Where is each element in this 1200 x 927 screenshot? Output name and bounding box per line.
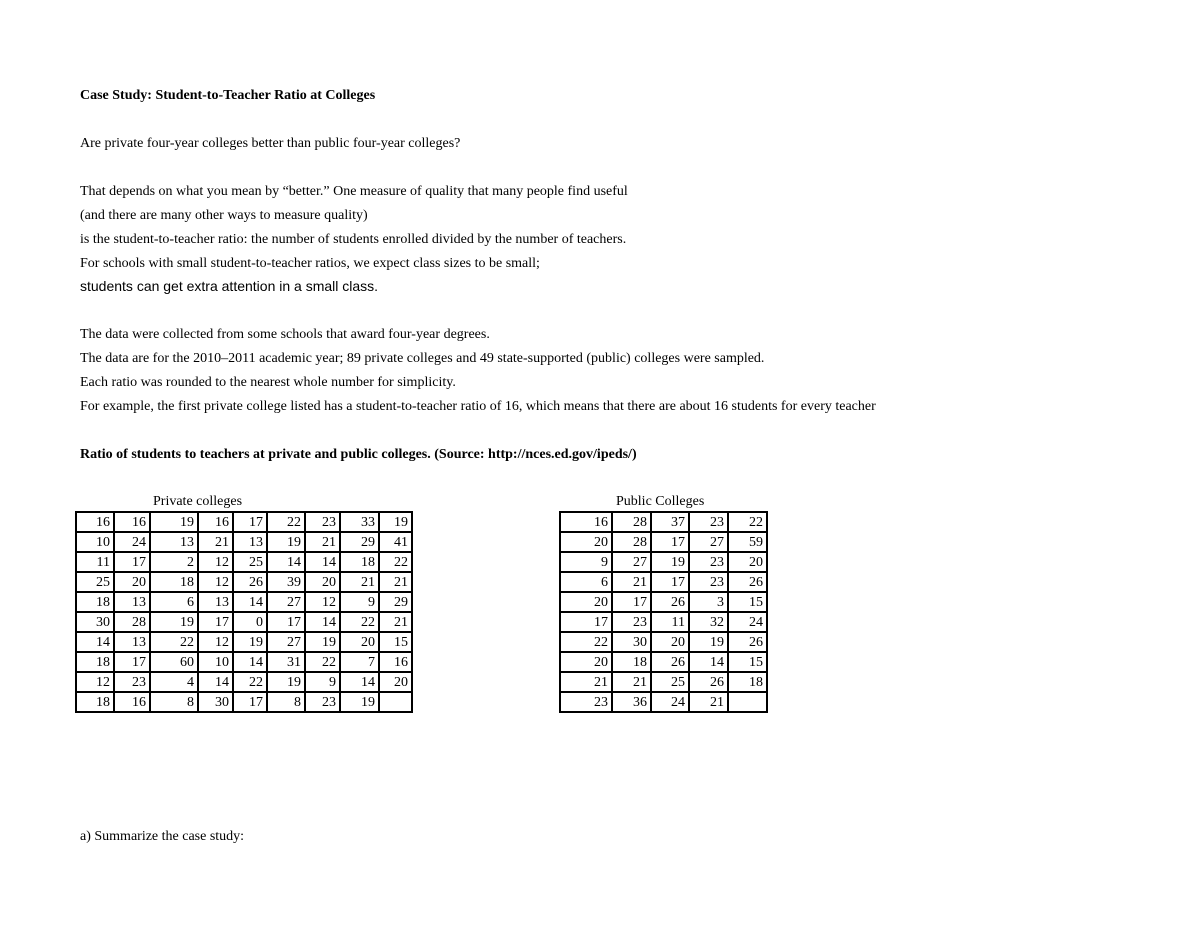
table-cell: 22 <box>379 552 412 572</box>
table-cell: 18 <box>612 652 651 672</box>
table-cell: 16 <box>76 512 114 532</box>
table-cell: 60 <box>150 652 198 672</box>
table-cell: 18 <box>76 692 114 712</box>
table-row <box>76 632 412 652</box>
data-line: The data are for the 2010–2011 academic year; 89 private colleges and 49 state-supported (public) colleges were sampled. <box>80 351 765 366</box>
table-cell: 24 <box>728 612 767 632</box>
table-cell: 28 <box>612 512 651 532</box>
table-cell <box>379 692 412 712</box>
table-cell: 21 <box>198 532 233 552</box>
table-cell: 20 <box>340 632 379 652</box>
table-row <box>76 672 412 692</box>
table-row <box>76 532 412 552</box>
table-cell: 31 <box>267 652 305 672</box>
intro-line: That depends on what you mean by “better.” One measure of quality that many people find useful <box>80 184 628 199</box>
table-row <box>76 592 412 612</box>
table-cell: 12 <box>198 632 233 652</box>
table-cell: 22 <box>560 632 612 652</box>
table-row <box>560 692 767 712</box>
table-cell: 23 <box>689 512 728 532</box>
table-cell: 17 <box>114 652 150 672</box>
table-cell: 12 <box>198 552 233 572</box>
table-cell: 17 <box>233 512 267 532</box>
table-cell: 18 <box>76 592 114 612</box>
intro-line: (and there are many other ways to measure quality) <box>80 208 368 223</box>
table-cell: 15 <box>728 592 767 612</box>
table-row <box>560 552 767 572</box>
table-cell: 19 <box>379 512 412 532</box>
table-cell: 24 <box>114 532 150 552</box>
table-cell: 26 <box>651 592 689 612</box>
table-cell: 32 <box>689 612 728 632</box>
table-cell: 18 <box>340 552 379 572</box>
table-cell: 25 <box>76 572 114 592</box>
table-cell: 3 <box>689 592 728 612</box>
table-cell: 8 <box>267 692 305 712</box>
table-cell: 29 <box>379 592 412 612</box>
public-colleges-table <box>559 511 768 713</box>
table-cell: 9 <box>305 672 340 692</box>
table-cell: 22 <box>267 512 305 532</box>
intro-line: students can get extra attention in a small class. <box>80 278 379 294</box>
table-cell: 23 <box>114 672 150 692</box>
table-cell: 15 <box>728 652 767 672</box>
table-cell: 18 <box>76 652 114 672</box>
table-cell: 14 <box>340 672 379 692</box>
table-cell: 13 <box>150 532 198 552</box>
table-cell: 41 <box>379 532 412 552</box>
table-row <box>76 572 412 592</box>
intro-line: is the student-to-teacher ratio: the number of students enrolled divided by the number of teachers. <box>80 232 627 247</box>
table-cell: 19 <box>689 632 728 652</box>
table-cell: 20 <box>379 672 412 692</box>
table-row <box>560 672 767 692</box>
table-cell: 13 <box>233 532 267 552</box>
table-cell: 21 <box>305 532 340 552</box>
table-cell: 13 <box>114 592 150 612</box>
table-row <box>560 572 767 592</box>
table-cell: 27 <box>267 592 305 612</box>
table-cell: 17 <box>560 612 612 632</box>
table-cell: 20 <box>651 632 689 652</box>
table-cell: 0 <box>233 612 267 632</box>
table-cell: 14 <box>198 672 233 692</box>
table-cell: 26 <box>728 572 767 592</box>
table-cell: 30 <box>612 632 651 652</box>
table-cell: 39 <box>267 572 305 592</box>
table-cell: 36 <box>612 692 651 712</box>
table-cell: 20 <box>728 552 767 572</box>
private-colleges-table <box>75 511 413 713</box>
table-cell: 26 <box>651 652 689 672</box>
table-cell: 23 <box>305 692 340 712</box>
table-cell: 29 <box>340 532 379 552</box>
table-cell: 14 <box>305 552 340 572</box>
table-cell: 17 <box>612 592 651 612</box>
table-cell: 21 <box>340 572 379 592</box>
table-cell: 19 <box>340 692 379 712</box>
table-cell: 11 <box>651 612 689 632</box>
private-table-caption: Private colleges <box>153 494 243 509</box>
table-cell: 14 <box>305 612 340 632</box>
table-cell: 24 <box>651 692 689 712</box>
table-cell: 21 <box>379 612 412 632</box>
table-cell: 12 <box>305 592 340 612</box>
table-cell: 21 <box>612 572 651 592</box>
table-cell: 18 <box>728 672 767 692</box>
table-cell: 23 <box>689 572 728 592</box>
table-row <box>560 512 767 532</box>
table-cell: 17 <box>198 612 233 632</box>
table-cell: 12 <box>198 572 233 592</box>
question-text: Are private four-year colleges better than public four-year colleges? <box>80 136 461 151</box>
table-cell <box>728 692 767 712</box>
table-cell: 27 <box>612 552 651 572</box>
table-row <box>76 692 412 712</box>
table-row <box>560 612 767 632</box>
table-cell: 17 <box>651 532 689 552</box>
table-cell: 23 <box>560 692 612 712</box>
table-cell: 9 <box>560 552 612 572</box>
table-cell: 6 <box>560 572 612 592</box>
table-cell: 17 <box>233 692 267 712</box>
table-cell: 28 <box>612 532 651 552</box>
table-cell: 6 <box>150 592 198 612</box>
table-cell: 16 <box>560 512 612 532</box>
table-row <box>76 552 412 572</box>
table-cell: 27 <box>267 632 305 652</box>
table-cell: 23 <box>612 612 651 632</box>
table-cell: 14 <box>233 592 267 612</box>
table-cell: 26 <box>689 672 728 692</box>
table-row <box>76 652 412 672</box>
table-row <box>560 532 767 552</box>
table-cell: 7 <box>340 652 379 672</box>
table-cell: 30 <box>198 692 233 712</box>
public-table-caption: Public Colleges <box>616 494 705 509</box>
table-cell: 20 <box>560 652 612 672</box>
table-cell: 19 <box>651 552 689 572</box>
table-cell: 21 <box>689 692 728 712</box>
table-cell: 13 <box>114 632 150 652</box>
table-cell: 17 <box>651 572 689 592</box>
table-cell: 2 <box>150 552 198 572</box>
table-cell: 14 <box>233 652 267 672</box>
table-cell: 21 <box>560 672 612 692</box>
table-cell: 21 <box>379 572 412 592</box>
table-cell: 16 <box>114 512 150 532</box>
table-cell: 30 <box>76 612 114 632</box>
table-cell: 19 <box>267 672 305 692</box>
table-cell: 19 <box>150 612 198 632</box>
table-cell: 20 <box>560 532 612 552</box>
table-cell: 26 <box>728 632 767 652</box>
table-cell: 20 <box>560 592 612 612</box>
table-cell: 59 <box>728 532 767 552</box>
table-cell: 20 <box>114 572 150 592</box>
table-cell: 22 <box>233 672 267 692</box>
table-cell: 16 <box>198 512 233 532</box>
table-cell: 19 <box>305 632 340 652</box>
table-cell: 4 <box>150 672 198 692</box>
table-cell: 16 <box>114 692 150 712</box>
table-cell: 12 <box>76 672 114 692</box>
table-cell: 22 <box>305 652 340 672</box>
table-cell: 23 <box>689 552 728 572</box>
table-cell: 14 <box>689 652 728 672</box>
table-cell: 8 <box>150 692 198 712</box>
table-cell: 15 <box>379 632 412 652</box>
page-title: Case Study: Student-to-Teacher Ratio at Colleges <box>80 88 376 103</box>
table-row <box>560 592 767 612</box>
data-line: The data were collected from some schools that award four-year degrees. <box>80 327 490 342</box>
data-line: Each ratio was rounded to the nearest whole number for simplicity. <box>80 375 456 390</box>
table-cell: 33 <box>340 512 379 532</box>
table-cell: 17 <box>114 552 150 572</box>
table-cell: 18 <box>150 572 198 592</box>
table-cell: 10 <box>76 532 114 552</box>
data-line: For example, the first private college listed has a student-to-teacher ratio of 16, which means that there are about 16 students for every teacher <box>80 399 876 414</box>
table-row <box>76 512 412 532</box>
table-cell: 21 <box>612 672 651 692</box>
table-heading: Ratio of students to teachers at private and public colleges. (Source: http://nces.ed.gov/ipeds/) <box>80 447 637 462</box>
question-a-prompt: a) Summarize the case study: <box>80 829 245 844</box>
table-cell: 17 <box>267 612 305 632</box>
table-row <box>560 652 767 672</box>
table-cell: 26 <box>233 572 267 592</box>
table-row <box>560 632 767 652</box>
table-cell: 27 <box>689 532 728 552</box>
table-cell: 22 <box>340 612 379 632</box>
table-cell: 23 <box>305 512 340 532</box>
table-row <box>76 612 412 632</box>
table-cell: 16 <box>379 652 412 672</box>
table-cell: 28 <box>114 612 150 632</box>
table-cell: 11 <box>76 552 114 572</box>
table-cell: 13 <box>198 592 233 612</box>
table-cell: 9 <box>340 592 379 612</box>
table-cell: 20 <box>305 572 340 592</box>
table-cell: 14 <box>76 632 114 652</box>
table-cell: 25 <box>651 672 689 692</box>
table-cell: 19 <box>267 532 305 552</box>
table-cell: 25 <box>233 552 267 572</box>
table-cell: 14 <box>267 552 305 572</box>
table-cell: 19 <box>150 512 198 532</box>
table-cell: 37 <box>651 512 689 532</box>
table-cell: 10 <box>198 652 233 672</box>
intro-line: For schools with small student-to-teacher ratios, we expect class sizes to be small; <box>80 256 540 271</box>
table-cell: 22 <box>728 512 767 532</box>
table-cell: 19 <box>233 632 267 652</box>
table-cell: 22 <box>150 632 198 652</box>
